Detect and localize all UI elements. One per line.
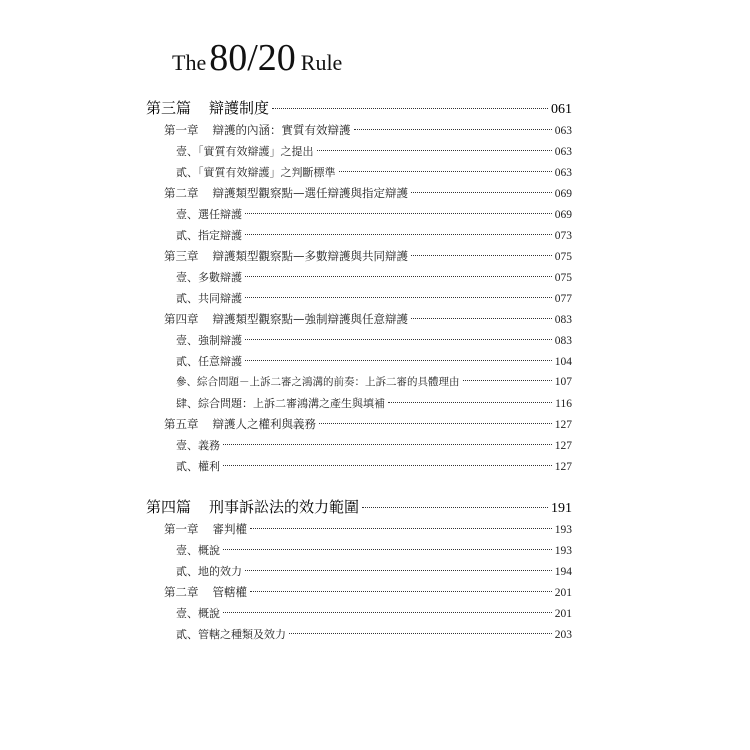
part-title: 刑事訴訟法的效力範圍 [209, 498, 360, 516]
page-number: 116 [555, 398, 572, 410]
toc-part-3 [146, 96, 572, 120]
page-number: 201 [554, 608, 572, 620]
toc-section [146, 603, 572, 624]
dot-leader [245, 339, 552, 340]
toc-chapter [146, 183, 572, 204]
toc-chapter [146, 120, 572, 141]
toc-section [146, 330, 572, 351]
dot-leader [411, 192, 552, 193]
dot-leader [223, 444, 552, 445]
dot-leader [250, 528, 552, 529]
section-title: 壹、「實質有效辯護」之提出 [176, 145, 314, 158]
toc-section [146, 162, 572, 183]
dot-leader [362, 507, 548, 508]
toc-section [146, 288, 572, 309]
toc-section [146, 540, 572, 561]
toc-chapter [146, 519, 572, 540]
toc-chapter [146, 582, 572, 603]
page-number: 073 [554, 230, 572, 242]
chapter-title: 辯護的內涵：實質有效辯護 [212, 123, 351, 137]
dot-leader [245, 234, 552, 235]
dot-leader [245, 276, 552, 277]
page-number: 203 [554, 629, 572, 641]
toc-section [146, 267, 572, 288]
chapter-title: 管轄權 [212, 585, 247, 599]
page-number: 127 [554, 461, 572, 473]
toc-chapter [146, 309, 572, 330]
section-title: 壹、多數辯護 [176, 271, 242, 284]
brand-number: 80/20 [209, 37, 296, 79]
dot-leader [223, 465, 552, 466]
section-title: 貳、權利 [176, 460, 220, 473]
toc-section [146, 456, 572, 477]
toc-section [146, 372, 572, 393]
part-title: 辯護制度 [209, 99, 270, 117]
dot-leader [223, 612, 552, 613]
toc-part-4 [146, 495, 572, 519]
section-title: 參、綜合問題－上訴二審之鴻溝的前奏：上訴二審的具體理由 [176, 376, 460, 388]
chapter-title: 辯護人之權利與義務 [212, 417, 316, 431]
section-title: 貳、地的效力 [176, 565, 242, 578]
chapter-title: 辯護類型觀察點—選任辯護與指定辯護 [212, 186, 408, 200]
section-title: 貳、管轄之種類及效力 [176, 628, 286, 641]
brand-logo [172, 36, 342, 80]
dot-leader [289, 633, 552, 634]
brand-word-the: The [172, 50, 207, 75]
section-title: 貳、指定辯護 [176, 229, 242, 242]
toc-section [146, 624, 572, 645]
page-number: 069 [554, 209, 572, 221]
toc-chapter [146, 414, 572, 435]
section-title: 貳、任意辯護 [176, 355, 242, 368]
section-title: 壹、強制辯護 [176, 334, 242, 347]
chapter-title: 辯護類型觀察點—強制辯護與任意辯護 [212, 312, 408, 326]
page-number: 127 [554, 419, 572, 431]
toc-section [146, 225, 572, 246]
dot-leader [339, 171, 552, 172]
chapter-title: 辯護類型觀察點—多數辯護與共同辯護 [212, 249, 408, 263]
dot-leader [388, 402, 552, 403]
page-number: 061 [551, 102, 572, 117]
section-title: 壹、概說 [176, 607, 220, 620]
brand-word-rule: Rule [300, 50, 343, 75]
chapter-label: 第三章 [164, 249, 199, 263]
dot-leader [245, 213, 552, 214]
toc-section [146, 141, 572, 162]
dot-leader [317, 150, 552, 151]
page-number: 107 [554, 376, 572, 388]
chapter-label: 第二章 [164, 585, 199, 599]
part-label: 第三篇 [146, 99, 192, 117]
part-label: 第四篇 [146, 498, 192, 516]
toc-chapter [146, 246, 572, 267]
dot-leader [272, 108, 548, 109]
toc-section [146, 204, 572, 225]
chapter-label: 第一章 [164, 123, 199, 137]
dot-leader [411, 255, 552, 256]
table-of-contents [146, 96, 572, 645]
chapter-label: 第四章 [164, 312, 199, 326]
page-number: 083 [554, 335, 572, 347]
dot-leader [354, 129, 552, 130]
section-title: 貳、「實質有效辯護」之判斷標準 [176, 166, 336, 179]
section-title: 肆、綜合問題：上訴二審鴻溝之產生與填補 [176, 397, 385, 410]
page-number: 077 [554, 293, 572, 305]
dot-leader [463, 380, 552, 381]
dot-leader [223, 549, 552, 550]
page-number: 193 [554, 545, 572, 557]
page-number: 063 [554, 125, 572, 137]
page-number: 194 [554, 566, 572, 578]
dot-leader [245, 360, 552, 361]
part-spacer [146, 477, 572, 495]
section-title: 壹、選任辯護 [176, 208, 242, 221]
chapter-title: 審判權 [212, 522, 247, 536]
page-number: 083 [554, 314, 572, 326]
chapter-label: 第五章 [164, 417, 199, 431]
dot-leader [319, 423, 552, 424]
page-number: 127 [554, 440, 572, 452]
toc-section [146, 435, 572, 456]
page-number: 104 [554, 356, 572, 368]
dot-leader [245, 297, 552, 298]
page-number: 191 [551, 501, 572, 516]
toc-section [146, 561, 572, 582]
chapter-label: 第一章 [164, 522, 199, 536]
page-number: 193 [554, 524, 572, 536]
page-number: 063 [554, 167, 572, 179]
page-number: 069 [554, 188, 572, 200]
section-title: 貳、共同辯護 [176, 292, 242, 305]
dot-leader [411, 318, 552, 319]
section-title: 壹、義務 [176, 439, 220, 452]
page-number: 075 [554, 272, 572, 284]
page-number: 063 [554, 146, 572, 158]
dot-leader [250, 591, 552, 592]
toc-section [146, 393, 572, 414]
page-number: 075 [554, 251, 572, 263]
toc-section [146, 351, 572, 372]
section-title: 壹、概說 [176, 544, 220, 557]
chapter-label: 第二章 [164, 186, 199, 200]
dot-leader [245, 570, 552, 571]
page-number: 201 [554, 587, 572, 599]
